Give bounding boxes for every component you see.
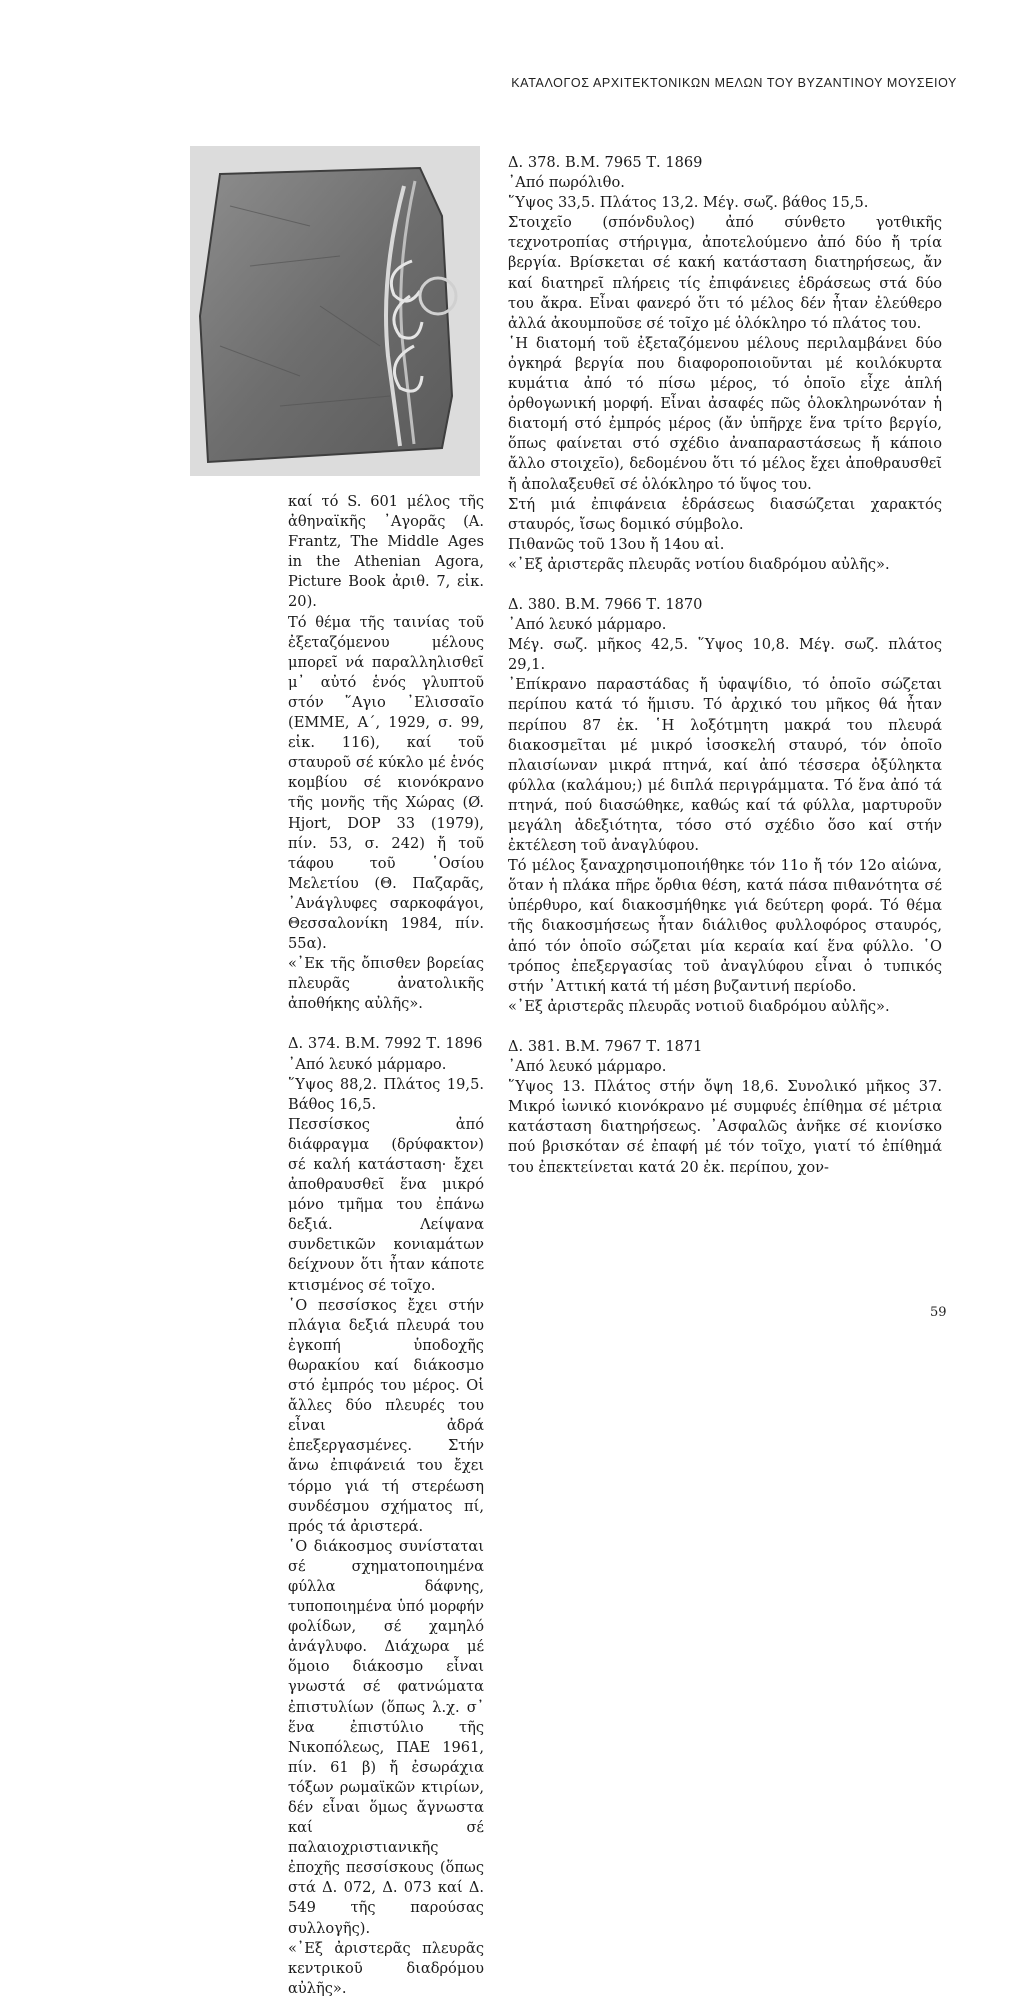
paragraph: ᾿Από λευκό μάρμαρο. [508, 616, 667, 634]
entry-heading: Δ. 380. Β.Μ. 7966 Τ. 1870 [508, 595, 703, 613]
spacer [508, 575, 942, 595]
paragraph: Μέγ. σωζ. μῆκος 42,5. ῞Υψος 10,8. Μέγ. σωζ. πλάτος 29,1. [508, 636, 942, 674]
paragraph: Στοιχεῖο (σπόνδυλος) ἀπό σύνθετο γοτθικῆς τεχνοτροπίας στήριγμα, ἀποτελούμενο ἀπό δύο ἤ τρία βεργία. Βρίσκεται σέ κακή κατάσταση διατηρήσεως, ἄν καί διατηρεῖ πλήρεις τίς ἐπιφάνειες ἑδράσεως στά δύο του ἄκρα. Εἶναι φανερό ὅτι τό μέλος δέν ἦταν ἐλεύθερο ἀλλά ἀκουμποῦσε σέ τοῖχο μέ ὁλόκληρο τό πλάτος του. [508, 214, 942, 332]
paragraph: Πιθανῶς τοῦ 13ου ἤ 14ου αἰ. [508, 535, 725, 553]
paragraph: Πεσσίσκος ἀπό διάφραγμα (δρύφακτον) σέ καλή κατάσταση· ἔχει ἀποθραυσθεῖ ἕνα μικρό μόνο τμῆμα του ἐπάνω δεξιά. Λείψανα συνδετικῶν κονιαμάτων δείχνουν ὅτι ἦταν κάποτε κτισμένος σέ τοῖχο. [288, 1115, 484, 1294]
paragraph: ᾿Επίκρανο παραστάδας ἤ ὑφαψίδιο, τό ὁποῖο σώζεται περίπου κατά τό ἥμισυ. Τό ἀρχικό του μῆκος θά ἦταν περίπου 87 ἐκ. ῾Η λοξότμητη μακρά του πλευρά διακοσμεῖται μέ μικρό ἰσοσκελή σταυρό, τόν ὁποῖο πλαισίωναν μικρά πτηνά, καί ἀπό τέσσερα ὀξύληκτα φύλλα (καλάμου;) μέ διπλά περιγράμματα. Τό ἕνα ἀπό τά πτηνά, πού διασώθηκε, καθώς καί τά φύλλα, μαρτυροῦν μεγάλη ἀδεξιότητα, τόσο στό σχέδιο ὅσο καί στήν ἐκτέλεση τοῦ ἀναγλύφου. [508, 676, 942, 855]
artifact-photograph [190, 146, 480, 476]
paragraph: ῞Υψος 88,2. Πλάτος 19,5. Βάθος 16,5. [288, 1075, 484, 1113]
paragraph: ῞Υψος 33,5. Πλάτος 13,2. Μέγ. σωζ. βάθος 15,5. [508, 194, 869, 212]
paragraph: «᾿Εξ ἀριστερᾶς πλευρᾶς νοτιοῦ διαδρόμου αὐλῆς». [508, 997, 890, 1015]
paragraph: «᾿Εξ ἀριστερᾶς πλευρᾶς κεντρικοῦ διαδρόμου αὐλῆς». [288, 1939, 484, 1997]
paragraph: ᾿Από πωρόλιθο. [508, 174, 625, 192]
spacer [288, 1014, 484, 1034]
left-column [288, 492, 484, 1999]
right-column [508, 153, 942, 1178]
paragraph: «᾿Εκ τῆς ὄπισθεν βορείας πλευρᾶς ἀνατολικῆς ἀποθήκης αὐλῆς». [288, 955, 484, 1013]
paragraph: Τό μέλος ξαναχρησιμοποιήθηκε τόν 11ο ἤ τόν 12ο αἰώνα, ὅταν ἡ πλάκα πῆρε ὄρθια θέση, κατά πάσα πιθανότητα σέ ὑπέρθυρο, καί διακοσμήθηκε γιά δεύτερη φορά. Τό θέμα τῆς διακοσμήσεως ἦταν διάλιθος φυλλοφόρος σταυρός, ἀπό τόν ὁποῖο σώζεται μία κεραία καί ἕνα φύλλο. ῾Ο τρόπος ἐπεξεργασίας τοῦ ἀναγλύφου εἶναι ὁ τυπικός στήν ᾿Αττική κατά τή μέση βυζαντινή περίοδο. [508, 857, 942, 995]
paragraph: «᾿Εξ ἀριστερᾶς πλευρᾶς νοτίου διαδρόμου αὐλῆς». [508, 555, 890, 573]
paragraph: ῾Ο πεσσίσκος ἔχει στήν πλάγια δεξιά πλευρά του ἐγκοπή ὑποδοχῆς θωρακίου καί διάκοσμο στό ἐμπρός του μέρος. Οἱ ἄλλες δύο πλευρές του εἶναι ἀδρά ἐπεξεργασμένες. Στήν ἄνω ἐπιφάνειά του ἔχει τόρμο γιά τή στερέωση συνδέσμου σχήματος πί, πρός τά ἀριστερά. [288, 1296, 484, 1535]
spacer [508, 1017, 942, 1037]
entry-heading: Δ. 378. Β.Μ. 7965 Τ. 1869 [508, 154, 703, 171]
paragraph: Τό θέμα τῆς ταινίας τοῦ ἐξεταζόμενου μέλους μπορεῖ νά παραλληλισθεῖ μ᾿ αὐτό ἑνός γλυπτοῦ στόν ῞Αγιο ᾿Ελισσαῖο (ΕΜΜΕ, Α΄, 1929, σ. 99, εἰκ. 116), καί τοῦ σταυροῦ σέ κύκλο μέ ἑνός κομβίου σέ κιονόκρανο τῆς μονῆς τῆς Χώρας (Ø. Hjort, DOP 33 (1979), πίν. 53, σ. 242) ἤ τοῦ τάφου τοῦ ῾Οσίου Μελετίου (Θ. Παζαρᾶς, ᾿Ανάγλυφες σαρκοφάγοι, Θεσσαλονίκη 1984, πίν. 55α). [288, 613, 484, 953]
paragraph: ᾿Από λευκό μάρμαρο. [508, 1058, 667, 1076]
entry-heading: Δ. 381. Β.Μ. 7967 Τ. 1871 [508, 1037, 703, 1055]
paragraph: ᾿Από λευκό μάρμαρο. [288, 1055, 447, 1073]
paragraph: καί τό S. 601 μέλος τῆς ἀθηναϊκῆς ᾿Αγορᾶς (A. Frantz, The Middle Ages in the Athenian Agora, Picture Book ἀριθ. 7, εἰκ. 20). [288, 493, 484, 611]
paragraph: ῞Υψος 13. Πλάτος στήν ὄψη 18,6. Συνολικό μῆκος 37. Μικρό ἰωνικό κιονόκρανο μέ συμφυές ἐπίθημα σέ μέτρια κατάσταση διατηρήσεως. ᾿Ασφαλῶς ἀνῆκε σέ κιονίσκο πού βρισκόταν σέ ἐπαφή μέ τόν τοῖχο, γιατί τό ἐπίθημά του ἐπεκτείνεται κατά 20 ἐκ. περίπου, χον- [508, 1078, 942, 1176]
entry-heading: Δ. 374. Β.Μ. 7992 Τ. 1896 [288, 1035, 483, 1053]
running-header: ΚΑΤΑΛΟΓΟΣ ΑΡΧΙΤΕΚΤΟΝΙΚΩΝ ΜΕΛΩΝ ΤΟΥ ΒΥΖΑΝΤΙΝΟΥ ΜΟΥΣΕΙΟΥ [511, 76, 957, 90]
paragraph: Στή μιά ἐπιφάνεια ἑδράσεως διασώζεται χαρακτός σταυρός, ἴσως δομικό σύμβολο. [508, 495, 942, 533]
page-number: 59 [930, 1305, 947, 1320]
paragraph: ῾Ο διάκοσμος συνίσταται σέ σχηματοποιημένα φύλλα δάφνης, τυποποιημένα ὑπό μορφήν φολίδων, σέ χαμηλό ἀνάγλυφο. Διάχωρα μέ ὅμοιο διάκοσμο εἶναι γνωστά σέ φατνώματα ἐπιστυλίων (ὅπως λ.χ. σ᾿ ἕνα ἐπιστύλιο τῆς Νικοπόλεως, ΠΑΕ 1961, πίν. 61 β) ἤ ἐσωράχια τόξων ρωμαϊκῶν κτιρίων, δέν εἶναι ὅμως ἄγνωστα καί σέ παλαιοχριστιανικῆς ἐποχῆς πεσσίσκους (ὅπως στά Δ. 072, Δ. 073 καί Δ. 549 τῆς παρούσας συλλογῆς). [288, 1537, 484, 1937]
paragraph: ῾Η διατομή τοῦ ἐξεταζόμενου μέλους περιλαμβάνει δύο ὀγκηρά βεργία που διαφοροποιοῦνται μέ κοιλόκυρτα κυμάτια ἀπό τό πίσω μέρος, τό ὁποῖο εἶχε ἁπλή ὀρθογωνική μορφή. Εἶναι ἀσαφές πῶς ὁλοκληρωνόταν ἡ διατομή στό ἐμπρός μέρος (ἄν ὑπῆρχε ἕνα τρίτο βεργίο, ὅπως φαίνεται στό σχέδιο ἀναπαραστάσεως ἤ κάποιο ἄλλο στοιχεῖο), δεδομένου ὅτι τό μέλος ἔχει ἀποθραυσθεῖ ἤ ἀπολαξευθεῖ σέ ὁλόκληρο τό ὕψος του. [508, 334, 942, 493]
